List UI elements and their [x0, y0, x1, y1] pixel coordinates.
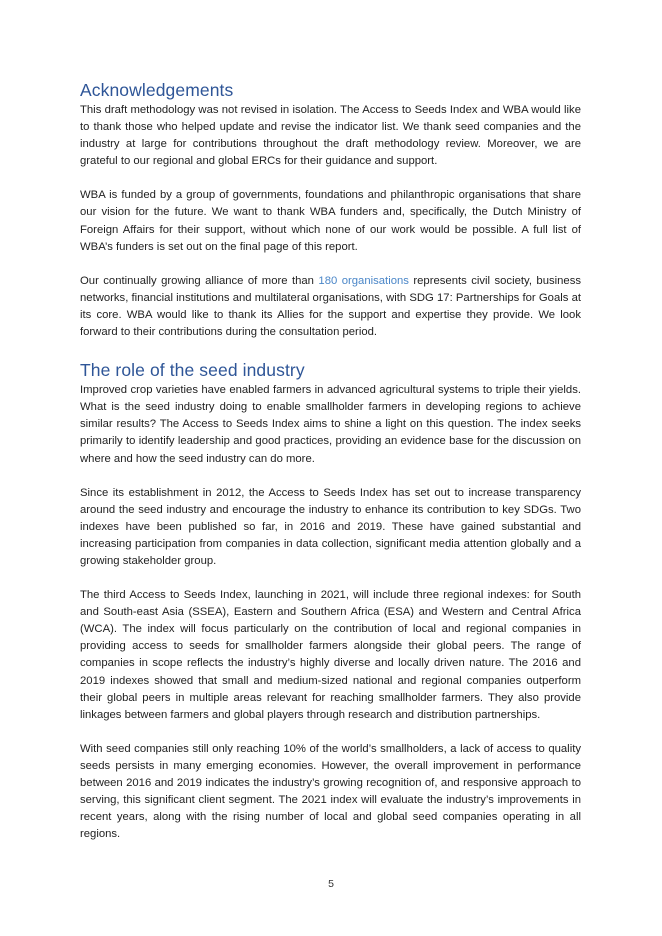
paragraph: Improved crop varieties have enabled farmers in advanced agricultural systems to triple their yields. What is the seed industry doing to enable smallholder farmers in developing regions to achieve similar results? The Access to Seeds Index aims to shine a light on this question. The index seeks primarily to identify leadership and good practices, providing an evidence base for the discussion on where and how the seed industry can do more.	[80, 384, 581, 465]
page-number: 5	[328, 878, 334, 890]
section-title-acknowledgements: Acknowledgements	[80, 80, 234, 100]
section-title-seed-industry: The role of the seed industry	[80, 360, 305, 381]
paragraph-text-before-link: Our continually growing alliance of more than	[80, 274, 319, 287]
paragraph	[80, 273, 581, 341]
paragraph: This draft methodology was not revised in isolation. The Access to Seeds Index and WBA would like to thank those who helped update and revise the indicator list. We thank seed companies and the industry at large for contributions throughout the draft methodology review. Moreover, we are grateful to our regional and global ERCs for their guidance and support.	[80, 104, 581, 168]
paragraph: WBA is funded by a group of governments, foundations and philanthropic organisations that share our vision for the future. We want to thank WBA funders and, specifically, the Dutch Ministry of Foreign Affairs for their support, without which none of our work would be possible. A full list of WBA’s funders is set out on the final page of this report.	[80, 189, 581, 253]
paragraph: With seed companies still only reaching 10% of the world’s smallholders, a lack of access to quality seeds persists in many emerging economies. However, the overall improvement in performance between 2016 and 2019 indicates the industry’s growing recognition of, and responsive approach to serving, this significant client segment. The 2021 index will evaluate the industry’s improvements in recent years, along with the rising number of local and global seed companies operating in all regions.	[80, 742, 581, 841]
paragraph-text-after-link: represents civil society, business networks, financial institutions and multilateral organisations, with SDG 17: Partnerships for Goals at its core. WBA would like to thank its Allies for the support and expertise they provide. We look forward to their contributions during the consultation period.	[80, 274, 582, 339]
paragraph: Since its establishment in 2012, the Access to Seeds Index has set out to increase transparency around the seed industry and encourage the industry to enhance its contribution to key SDGs. Two indexes have been published so far, in 2016 and 2019. These have gained substantial and increasing participation from companies in data collection, significant media attention globally and a growing stakeholder group.	[80, 486, 581, 567]
document-page	[80, 78, 581, 860]
seed-industry-section	[80, 358, 581, 843]
organisations-link[interactable]: 180 organisations	[318, 274, 409, 287]
paragraph: The third Access to Seeds Index, launching in 2021, will include three regional indexes: for South and South-east Asia (SSEA), Eastern and Southern Africa (ESA) and Western and Central Africa (WCA). The index will focus particularly on the contribution of local and regional companies in providing access to seeds for smallholder farmers alongside their global peers. The range of companies in scope reflects the industry’s highly diverse and locally driven nature. The 2016 and 2019 indexes showed that small and medium-sized national and regional companies outperform their global peers in multiple areas relevant for reaching smallholder farmers. They also provide linkages between farmers and global players through research and distribution partnerships.	[80, 589, 581, 721]
acknowledgements-section	[80, 78, 581, 341]
